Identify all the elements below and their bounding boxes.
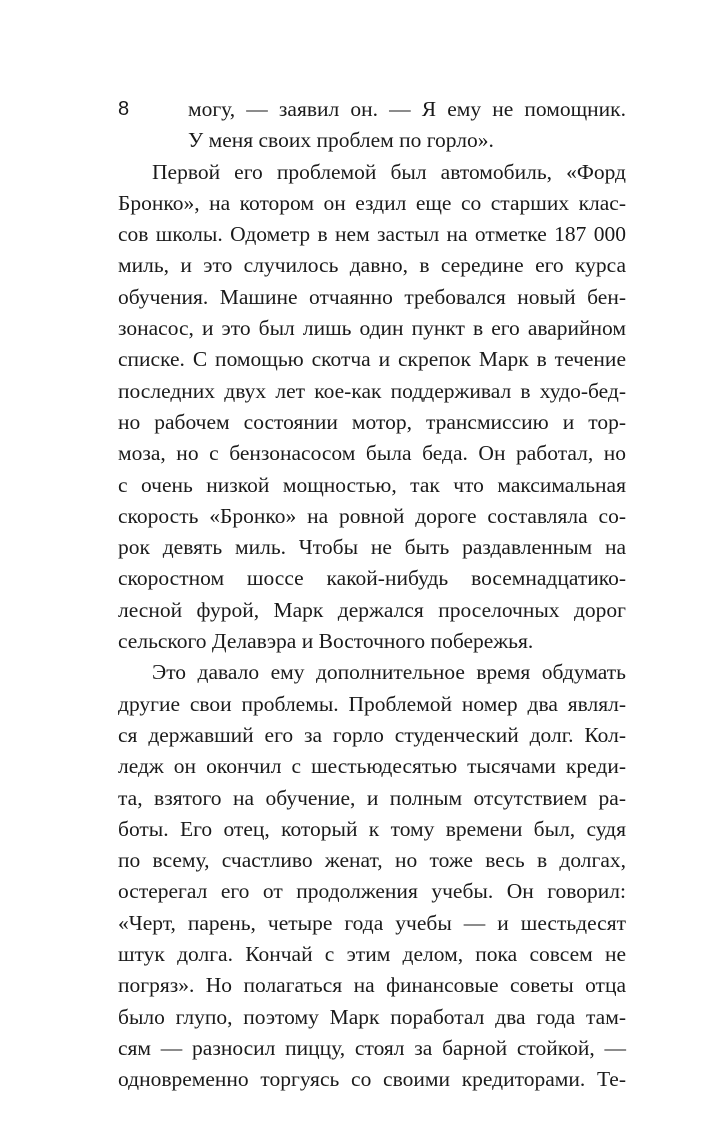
text-line: Бронко», на котором он ездил еще со старших клас- — [118, 190, 626, 215]
text-line: та, взятого на обучение, и полным отсутствием ра- — [118, 785, 626, 810]
text-line: было глупо, поэтому Марк поработал два года там- — [118, 1004, 626, 1029]
text-line: последних двух лет кое-как поддерживал в худо-бед- — [118, 378, 626, 403]
text-line: зонасос, и это был лишь один пункт в его аварийном — [118, 316, 626, 341]
paragraph-start-line: Это давало ему дополнительное время обдумать — [152, 660, 626, 685]
text-line: списке. С помощью скотча и скрепок Марк в течение — [118, 347, 626, 372]
text-line: У меня своих проблем по горло». — [188, 128, 494, 153]
page-number: 8 — [118, 98, 130, 120]
text-line: по всему, счастливо женат, но тоже весь в долгах, — [118, 848, 626, 873]
text-line: боты. Его отец, который к тому времени был, судя — [118, 816, 626, 841]
text-line: лесной фурой, Марк держался проселочных дорог — [118, 597, 626, 622]
text-line: погряз». Но полагаться на финансовые советы отца — [118, 973, 626, 998]
text-line: сям — разносил пиццу, стоял за барной стойкой, — — [118, 1035, 626, 1060]
text-line: остерегал его от продолжения учебы. Он говорил: — [118, 879, 626, 904]
text-line: но рабочем состоянии мотор, трансмиссию и тор- — [118, 409, 626, 434]
text-line: ледж он окончил с шестьюдесятью тысячами креди- — [118, 754, 626, 779]
text-line: миль, и это случилось давно, в середине его курса — [118, 253, 626, 278]
text-line: с очень низкой мощностью, так что максимальная — [118, 472, 626, 497]
text-line: могу, — заявил он. — Я ему не помощник. — [188, 97, 626, 121]
text-line: одновременно торгуясь со своими кредиторами. Те- — [118, 1067, 626, 1092]
text-line: скоростном шоссе какой-нибудь восемнадцатико- — [118, 566, 626, 591]
text-line: скорость «Бронко» на ровной дороге составляла со- — [118, 503, 626, 528]
text-line: сельского Делавэра и Восточного побережья. — [118, 629, 534, 654]
paragraph-start-line: Первой его проблемой был автомобиль, «Форд — [152, 159, 626, 184]
body-text — [118, 95, 626, 1097]
text-line: сов школы. Одометр в нем застыл на отметке 187 000 — [118, 222, 626, 247]
text-line: обучения. Машине отчаянно требовался новый бен- — [118, 284, 626, 309]
text-line: моза, но с бензонасосом была беда. Он работал, но — [118, 441, 626, 466]
text-line: ся державший его за горло студенческий долг. Кол- — [118, 722, 626, 747]
text-line: «Черт, парень, четыре года учебы — и шестьдесят — [118, 910, 626, 935]
text-line: штук долга. Кончай с этим делом, пока совсем не — [118, 942, 626, 967]
text-line: рок девять миль. Чтобы не быть раздавленным на — [118, 535, 626, 560]
text-line: другие свои проблемы. Проблемой номер два являл- — [118, 691, 626, 716]
